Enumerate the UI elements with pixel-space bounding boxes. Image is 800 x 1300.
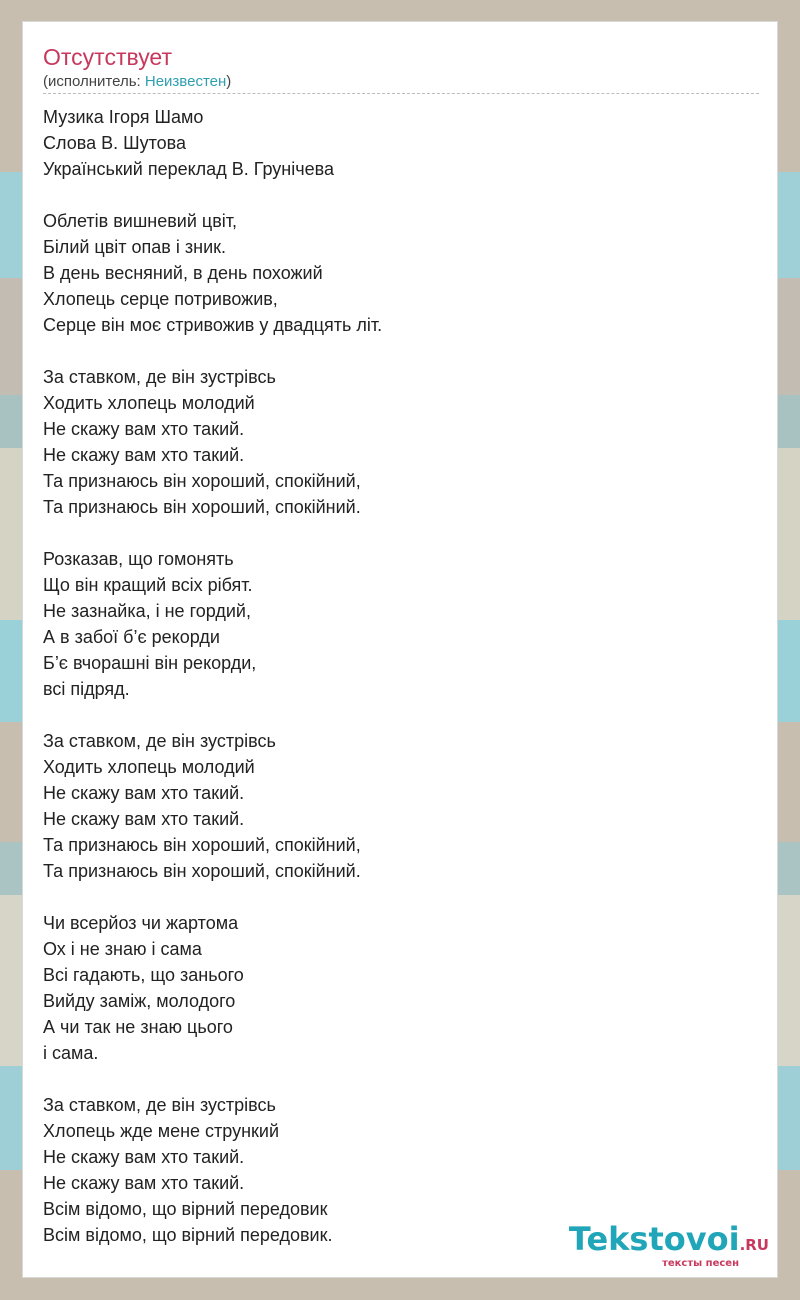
lyric-line: Ходить хлопець молодий [43,393,255,413]
lyric-line: Ходить хлопець молодий [43,757,255,777]
lyric-line: Не скажу вам хто такий. [43,809,245,829]
artist-suffix: ) [226,73,232,90]
lyric-line: А в забої б’є рекорди [43,627,220,647]
lyric-line: За ставком, де він зустрівсь [43,1095,276,1115]
lyric-line: Чи всерйоз чи жартома [43,913,239,933]
lyric-line: Слова В. Шутова [43,133,187,153]
logo-domain: .RU [739,1236,769,1254]
lyric-line: Не скажу вам хто такий. [43,1173,245,1193]
lyric-line: Музика Ігоря Шамо [43,107,204,127]
stanza-break [43,884,743,910]
lyric-line: Український переклад В. Грунічева [43,159,334,179]
lyrics-text [43,104,743,1248]
lyric-line: Не скажу вам хто такий. [43,419,245,439]
artist-link[interactable]: Неизвестен [144,73,227,90]
lyric-line: Та признаюсь він хороший, спокійний. [43,861,361,881]
lyric-line: Не скажу вам хто такий. [43,1147,245,1167]
lyric-line: всі підряд. [43,679,130,699]
lyric-line: Облетів вишневий цвіт, [43,211,238,231]
lyric-line: Білий цвіт опав і зник. [43,237,226,257]
lyric-line: За ставком, де він зустрівсь [43,367,276,387]
lyric-line: Всі гадають, що занього [43,965,244,985]
lyric-line: Та признаюсь він хороший, спокійний, [43,471,361,491]
site-logo[interactable] [569,1222,769,1269]
logo-tagline: тексты песен [662,1258,739,1269]
artist-prefix: (исполнитель: [43,73,145,90]
lyric-line: В день весняний, в день похожий [43,263,323,283]
lyric-line: Не скажу вам хто такий. [43,445,245,465]
lyric-line: Не зазнайка, і не гордий, [43,601,251,621]
title-divider [43,93,759,94]
lyric-line: і сама. [43,1043,99,1063]
stanza-break [43,182,743,208]
lyric-line: Вийду заміж, молодого [43,991,236,1011]
lyric-line: Та признаюсь він хороший, спокійний, [43,835,361,855]
lyric-line: А чи так не знаю цього [43,1017,233,1037]
lyric-line: Розказав, що гомонять [43,549,234,569]
stanza-break [43,1066,743,1092]
lyric-line: Що він кращий всіх рібят. [43,575,253,595]
lyric-line: Всім відомо, що вірний передовик. [43,1225,333,1245]
lyric-line: Хлопець серце потривожив, [43,289,278,309]
stanza-break [43,338,743,364]
stanza-break [43,702,743,728]
logo-brand-text: Tekstovoi [568,1220,740,1258]
stanza-break [43,520,743,546]
lyric-line: Не скажу вам хто такий. [43,783,245,803]
lyric-line: Та признаюсь він хороший, спокійний. [43,497,361,517]
logo-brand [569,1222,769,1262]
lyric-line: Хлопець жде мене стрункий [43,1121,280,1141]
lyric-line: Ох і не знаю і сама [43,939,202,959]
lyric-line: За ставком, де він зустрівсь [43,731,276,751]
lyric-line: Всім відомо, що вірний передовик [43,1199,328,1219]
lyrics-card [22,21,778,1278]
song-title: Отсутствует [43,44,172,70]
lyric-line: Серце він моє стривожив у двадцять літ. [43,315,383,335]
artist-line [43,73,231,91]
lyric-line: Б’є вчорашні він рекорди, [43,653,257,673]
